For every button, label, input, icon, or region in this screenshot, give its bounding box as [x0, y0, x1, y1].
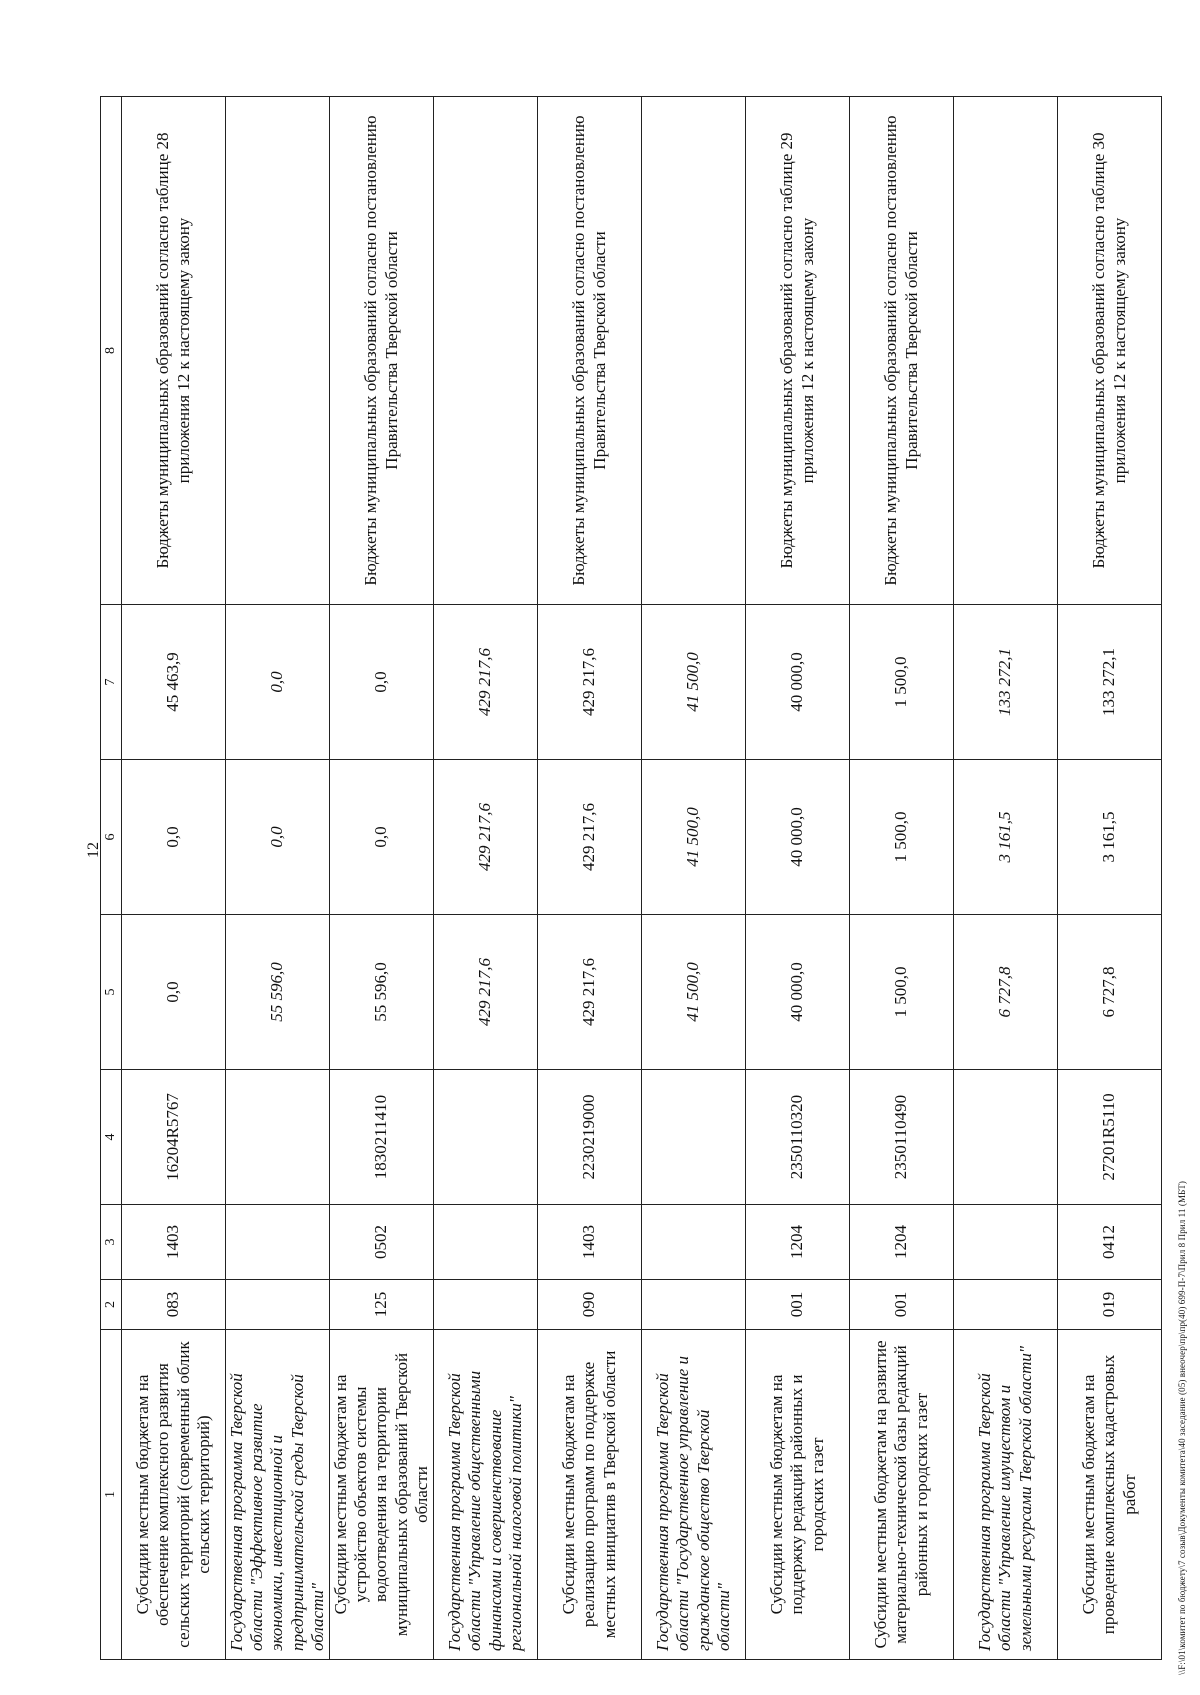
amount-col6: 3 161,5	[1058, 760, 1162, 915]
amount-col6: 0,0	[226, 760, 330, 915]
amount-col5: 6 727,8	[1058, 915, 1162, 1070]
table-row	[226, 97, 330, 1660]
amount-col5: 0,0	[122, 915, 226, 1070]
recipient	[226, 97, 330, 605]
section-code: 0412	[1058, 1205, 1162, 1280]
amount-col6: 3 161,5	[954, 760, 1058, 915]
recipient	[954, 97, 1058, 605]
row-name: Субсидии местным бюджетам на устройство объектов системы водоотведения на территории муниципальных образований Тверской области	[330, 1330, 434, 1660]
column-number-row	[101, 97, 122, 1660]
table-row	[954, 97, 1058, 1660]
table-row	[746, 97, 850, 1660]
section-code: 1204	[850, 1205, 954, 1280]
amount-col6: 429 217,6	[538, 760, 642, 915]
ministry-code	[954, 1280, 1058, 1330]
section-code	[642, 1205, 746, 1280]
amount-col6: 41 500,0	[642, 760, 746, 915]
target-code	[226, 1070, 330, 1205]
amount-col6: 40 000,0	[746, 760, 850, 915]
row-name: Государственная программа Тверской области "Управление общественными финансами и совершенствование региональной налоговой политики"	[434, 1330, 538, 1660]
amount-col7: 40 000,0	[746, 605, 850, 760]
ministry-code: 019	[1058, 1280, 1162, 1330]
amount-col7: 0,0	[226, 605, 330, 760]
target-code: 1830211410	[330, 1070, 434, 1205]
recipient: Бюджеты муниципальных образований согласно таблице 28 приложения 12 к настоящему закону	[122, 97, 226, 605]
target-code: 2350110490	[850, 1070, 954, 1205]
amount-col5: 40 000,0	[746, 915, 850, 1070]
table-row	[122, 97, 226, 1660]
amount-col6: 1 500,0	[850, 760, 954, 915]
table-row	[850, 97, 954, 1660]
ministry-code: 125	[330, 1280, 434, 1330]
col-header-1: 1	[101, 1330, 122, 1660]
amount-col7: 429 217,6	[434, 605, 538, 760]
col-header-2: 2	[101, 1280, 122, 1330]
amount-col7: 0,0	[330, 605, 434, 760]
row-name: Субсидии местным бюджетам на реализацию программ по поддержке местных инициатив в Тверской области	[538, 1330, 642, 1660]
col-header-7: 7	[101, 605, 122, 760]
row-name: Субсидии местным бюджетам на обеспечение комплексного развития сельских территорий (современный облик сельских территорий)	[122, 1330, 226, 1660]
amount-col5: 1 500,0	[850, 915, 954, 1070]
target-code	[642, 1070, 746, 1205]
amount-col6: 0,0	[330, 760, 434, 915]
table-row	[642, 97, 746, 1660]
amount-col5: 41 500,0	[642, 915, 746, 1070]
budget-table	[100, 96, 1162, 1660]
ministry-code: 001	[746, 1280, 850, 1330]
row-name: Государственная программа Тверской области "Управление имуществом и земельными ресурсами Тверской области"	[954, 1330, 1058, 1660]
recipient	[642, 97, 746, 605]
rotated-sheet	[0, 65, 1200, 1695]
amount-col7: 45 463,9	[122, 605, 226, 760]
amount-col6: 0,0	[122, 760, 226, 915]
ministry-code	[642, 1280, 746, 1330]
section-code: 0502	[330, 1205, 434, 1280]
amount-col7: 41 500,0	[642, 605, 746, 760]
ministry-code: 083	[122, 1280, 226, 1330]
ministry-code	[434, 1280, 538, 1330]
col-header-4: 4	[101, 1070, 122, 1205]
page-number: 12	[85, 842, 102, 858]
ministry-code	[226, 1280, 330, 1330]
section-code: 1403	[122, 1205, 226, 1280]
section-code: 1403	[538, 1205, 642, 1280]
col-header-8: 8	[101, 97, 122, 605]
amount-col5: 429 217,6	[538, 915, 642, 1070]
section-code	[954, 1205, 1058, 1280]
ministry-code: 001	[850, 1280, 954, 1330]
amount-col5: 55 596,0	[226, 915, 330, 1070]
ministry-code: 090	[538, 1280, 642, 1330]
col-header-6: 6	[101, 760, 122, 915]
section-code	[434, 1205, 538, 1280]
amount-col5: 55 596,0	[330, 915, 434, 1070]
row-name: Государственная программа Тверской области "Государственное управление и гражданское общество Тверской области"	[642, 1330, 746, 1660]
amount-col6: 429 217,6	[434, 760, 538, 915]
amount-col7: 133 272,1	[954, 605, 1058, 760]
table-row	[330, 97, 434, 1660]
amount-col5: 429 217,6	[434, 915, 538, 1070]
table-row	[538, 97, 642, 1660]
table-row	[1058, 97, 1162, 1660]
recipient: Бюджеты муниципальных образований согласно таблице 30 приложения 12 к настоящему закону	[1058, 97, 1162, 605]
col-header-3: 3	[101, 1205, 122, 1280]
recipient: Бюджеты муниципальных образований согласно таблице 29 приложения 12 к настоящему закону	[746, 97, 850, 605]
table-row	[434, 97, 538, 1660]
amount-col7: 133 272,1	[1058, 605, 1162, 760]
col-header-5: 5	[101, 915, 122, 1070]
recipient: Бюджеты муниципальных образований согласно постановлению Правительства Тверской области	[538, 97, 642, 605]
row-name: Субсидии местным бюджетам на поддержку редакций районных и городских газет	[746, 1330, 850, 1660]
row-name: Субсидии местным бюджетам на проведение комплексных кадастровых работ	[1058, 1330, 1162, 1660]
recipient: Бюджеты муниципальных образований согласно постановлению Правительства Тверской области	[850, 97, 954, 605]
target-code: 2350110320	[746, 1070, 850, 1205]
recipient: Бюджеты муниципальных образований согласно постановлению Правительства Тверской области	[330, 97, 434, 605]
row-name: Субсидии местным бюджетам на развитие материально-технической базы редакций районных и городских газет	[850, 1330, 954, 1660]
amount-col7: 1 500,0	[850, 605, 954, 760]
file-path-footer: \\F:\01\комитет по бюджету\7 созыв\Документы комитета\40 заседание (05) внеочер\пр\пр(40) 699-П-7\Прил 8 Прил 11 (МБТ)	[1177, 1181, 1187, 1675]
recipient	[434, 97, 538, 605]
section-code	[226, 1205, 330, 1280]
row-name: Государственная программа Тверской области "Эффективное развитие экономики, инвестиционной и предпринимательской среды Тверской области"	[226, 1330, 330, 1660]
amount-col5: 6 727,8	[954, 915, 1058, 1070]
amount-col7: 429 217,6	[538, 605, 642, 760]
target-code	[954, 1070, 1058, 1205]
target-code: 27201R5110	[1058, 1070, 1162, 1205]
target-code	[434, 1070, 538, 1205]
section-code: 1204	[746, 1205, 850, 1280]
target-code: 2230219000	[538, 1070, 642, 1205]
target-code: 16204R5767	[122, 1070, 226, 1205]
